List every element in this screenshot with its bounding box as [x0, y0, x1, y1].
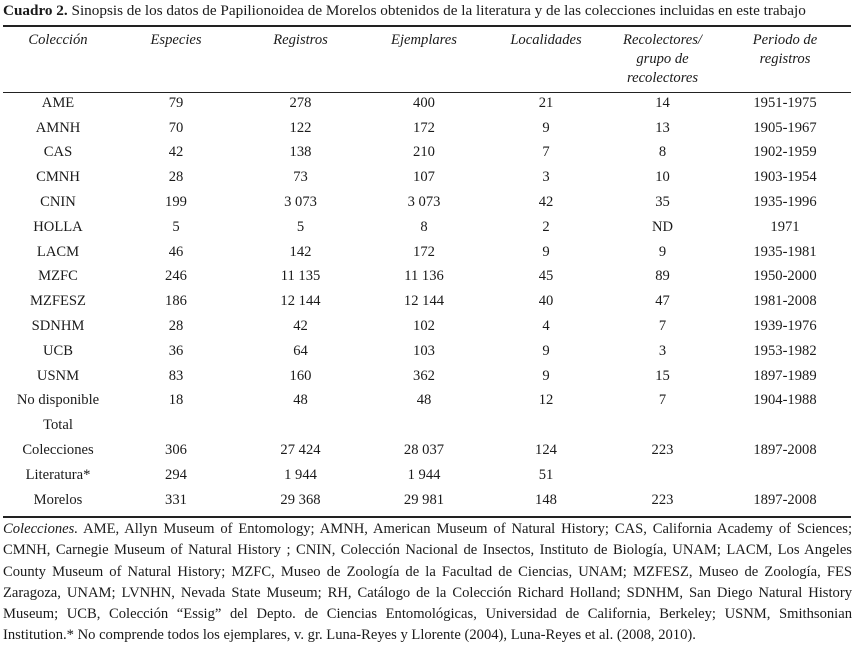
- cell-localidades: 7: [542, 144, 550, 161]
- cell-registros: 12 144: [280, 293, 321, 310]
- header-line: Registros: [273, 32, 328, 48]
- table-row: [3, 413, 851, 438]
- cell-periodo: 1905-1967: [753, 119, 817, 136]
- cell-especies: 28: [168, 169, 184, 186]
- cell-coleccion: HOLLA: [33, 218, 83, 235]
- cell-coleccion: LACM: [36, 243, 80, 260]
- cell-ejemplares: 362: [413, 367, 435, 384]
- table-row: [3, 91, 851, 116]
- cell-registros: 138: [289, 144, 312, 161]
- cell-registros: 5: [296, 218, 305, 235]
- header-line: Ejemplares: [391, 32, 457, 48]
- cell-coleccion: USNM: [36, 367, 80, 384]
- cell-localidades: 9: [542, 367, 550, 384]
- cell-ejemplares: 172: [413, 119, 435, 136]
- cell-periodo: 1981-2008: [753, 293, 817, 310]
- header-line: Colección: [28, 32, 88, 48]
- cell-periodo: 1897-2008: [753, 491, 817, 508]
- cell-especies: 42: [168, 144, 184, 161]
- cell-registros: 42: [293, 318, 308, 335]
- cell-registros: [239, 413, 362, 438]
- table-footnote: [3, 519, 852, 647]
- cell-especies: 306: [165, 442, 187, 459]
- table-bottom-rule: [3, 516, 851, 518]
- cell-localidades: 21: [538, 94, 554, 111]
- cell-especies: 246: [165, 268, 187, 285]
- cell-periodo: 1953-1982: [753, 342, 817, 359]
- header-line: Especies: [150, 32, 202, 48]
- cell-registros: 64: [293, 342, 308, 359]
- cell-coleccion: CNIN: [40, 194, 76, 211]
- cell-recolectores: 223: [651, 491, 674, 508]
- cell-registros: 278: [289, 94, 312, 111]
- table-row: [3, 314, 851, 339]
- data-table: [3, 91, 851, 513]
- table-top-rule: [3, 25, 851, 27]
- cell-localidades: [486, 413, 606, 438]
- cell-especies: 18: [168, 392, 184, 409]
- header-ejemplares: [362, 31, 486, 50]
- cell-localidades: 45: [538, 268, 554, 285]
- table-caption-text: Sinopsis de los datos de Papilionoidea de Morelos obtenidos de la literatura y de las colecciones incluidas en este trabajo: [67, 2, 806, 19]
- cell-coleccion: AME: [41, 94, 75, 111]
- header-line: Recolectores/: [623, 32, 702, 48]
- cell-especies: 199: [165, 194, 187, 211]
- table-row: [3, 463, 851, 488]
- cell-ejemplares: 102: [413, 318, 435, 335]
- cell-registros: 73: [293, 169, 308, 186]
- cell-localidades: 42: [538, 194, 554, 211]
- cell-ejemplares: 28 037: [403, 442, 445, 459]
- cell-especies: [113, 413, 239, 438]
- cell-periodo: [719, 413, 851, 438]
- cell-coleccion: CMNH: [36, 169, 80, 186]
- table-body: [3, 91, 851, 513]
- cell-ejemplares: 107: [413, 169, 435, 186]
- cell-recolectores: [606, 463, 719, 488]
- cell-registros: 160: [289, 367, 312, 384]
- cell-localidades: 148: [535, 491, 557, 508]
- table-row: [3, 165, 851, 190]
- cell-registros: 122: [289, 119, 312, 136]
- table-caption: [3, 2, 806, 20]
- cell-registros: 3 073: [284, 194, 317, 211]
- table-row: [3, 438, 851, 463]
- cell-ejemplares: 1 944: [407, 466, 441, 483]
- cell-recolectores: 10: [655, 169, 670, 186]
- cell-localidades: 40: [538, 293, 554, 310]
- header-recolectores: [606, 31, 719, 88]
- cell-recolectores: 89: [655, 268, 670, 285]
- table-row: [3, 116, 851, 141]
- cell-ejemplares: 3 073: [407, 194, 441, 211]
- header-line: registros: [759, 51, 811, 67]
- cell-ejemplares: 12 144: [403, 293, 445, 310]
- table-row: [3, 265, 851, 290]
- cell-especies: 36: [168, 342, 184, 359]
- cell-registros: 27 424: [280, 442, 321, 459]
- cell-ejemplares: 11 136: [404, 268, 444, 285]
- cell-recolectores: 7: [658, 392, 667, 409]
- cell-recolectores: [606, 413, 719, 438]
- table-row: [3, 240, 851, 265]
- table-caption-label: Cuadro 2.: [3, 2, 68, 19]
- cell-recolectores: 13: [655, 119, 670, 136]
- cell-especies: 83: [168, 367, 184, 384]
- cell-localidades: 51: [538, 466, 554, 483]
- cell-coleccion: No disponible: [16, 392, 100, 409]
- cell-periodo: 1897-2008: [753, 442, 817, 459]
- header-localidades: [486, 31, 606, 50]
- header-registros: [239, 31, 362, 50]
- cell-ejemplares: 29 981: [403, 491, 445, 508]
- cell-coleccion: MZFESZ: [30, 293, 86, 310]
- header-line: Periodo de: [752, 32, 818, 48]
- header-coleccion: [3, 31, 113, 50]
- cell-recolectores: 15: [655, 367, 670, 384]
- cell-coleccion: CAS: [43, 144, 73, 161]
- cell-periodo: 1939-1976: [753, 318, 817, 335]
- cell-periodo: 1897-1989: [753, 367, 817, 384]
- cell-localidades: 9: [542, 243, 550, 260]
- header-line: recolectores: [626, 70, 699, 86]
- table-row: [3, 339, 851, 364]
- cell-especies: 186: [165, 293, 187, 310]
- cell-recolectores: 35: [655, 194, 670, 211]
- cell-registros: 1 944: [284, 466, 317, 483]
- cell-localidades: 4: [542, 318, 550, 335]
- table-row: [3, 215, 851, 240]
- cell-registros: 29 368: [280, 491, 321, 508]
- cell-recolectores: 8: [658, 144, 667, 161]
- cell-ejemplares: 400: [413, 94, 435, 111]
- table-row: [3, 488, 851, 513]
- cell-especies: 5: [172, 218, 180, 235]
- cell-coleccion: MZFC: [38, 268, 78, 285]
- cell-recolectores: ND: [651, 218, 674, 235]
- cell-ejemplares: 48: [416, 392, 432, 409]
- footnote-text: AME, Allyn Museum of Entomology; AMNH, American Museum of Natural History; CAS, California Academy of Sciences; CMNH, Carnegie Museum of Natural History ; CNIN, Colección Nacional de Insectos, Instituto de Biología, UNAM; LACM, Los Angeles County Museum of Natural History; MZFC, Museo de Zoología de la Facultad de Ciencias, UNAM; MZFESZ, Museo de Zoología, FES Zaragoza, UNAM; LVNHN, Nevada State Museum; RH, Catálogo de la Colección Richard Holland; SDNHM, San Diego Natural History Museum; UCB, Colección “Essig” del Depto. de Ciencias Entomológicas, Universidad de California, Berkeley; USNM, Smithsonian Institution.* No comprende todos los ejemplares, v. gr. Luna-Reyes y Llorente (2004), Luna-Reyes et al. (2008, 2010).: [3, 521, 852, 644]
- header-especies: [113, 31, 239, 50]
- header-periodo: [719, 31, 851, 69]
- cell-coleccion: Literatura*: [25, 466, 91, 483]
- cell-periodo: 1951-1975: [753, 94, 817, 111]
- cell-especies: 46: [168, 243, 184, 260]
- cell-ejemplares: [362, 413, 486, 438]
- cell-recolectores: 7: [658, 318, 667, 335]
- cell-periodo: [719, 463, 851, 488]
- footnote-lead: Colecciones.: [3, 521, 78, 537]
- cell-ejemplares: 8: [420, 218, 428, 235]
- cell-localidades: 9: [542, 342, 550, 359]
- cell-periodo: 1904-1988: [753, 392, 817, 409]
- cell-coleccion: Colecciones: [22, 442, 94, 459]
- cell-coleccion: SDNHM: [31, 318, 85, 335]
- cell-coleccion: Total: [43, 417, 73, 434]
- table-row: [3, 389, 851, 414]
- cell-especies: 79: [168, 94, 184, 111]
- cell-registros: 142: [289, 243, 312, 260]
- cell-registros: 48: [293, 392, 308, 409]
- cell-especies: 331: [165, 491, 187, 508]
- cell-ejemplares: 172: [413, 243, 435, 260]
- cell-especies: 28: [168, 318, 184, 335]
- cell-registros: 11 135: [280, 268, 321, 285]
- cell-coleccion: AMNH: [35, 119, 81, 136]
- cell-localidades: 12: [538, 392, 554, 409]
- cell-coleccion: UCB: [42, 342, 73, 359]
- cell-periodo: 1971: [770, 218, 800, 235]
- cell-recolectores: 14: [655, 94, 670, 111]
- cell-periodo: 1935-1981: [753, 243, 817, 260]
- cell-recolectores: 223: [651, 442, 674, 459]
- cell-periodo: 1903-1954: [753, 169, 817, 186]
- cell-especies: 70: [168, 119, 184, 136]
- cell-localidades: 3: [542, 169, 550, 186]
- table-row: [3, 364, 851, 389]
- cell-recolectores: 3: [658, 342, 667, 359]
- cell-coleccion: Morelos: [33, 491, 83, 508]
- cell-ejemplares: 103: [413, 342, 435, 359]
- cell-recolectores: 47: [655, 293, 670, 310]
- cell-recolectores: 9: [658, 243, 667, 260]
- header-line: Localidades: [510, 32, 582, 48]
- table-row: [3, 190, 851, 215]
- table-row: [3, 289, 851, 314]
- cell-periodo: 1902-1959: [753, 144, 817, 161]
- cell-especies: 294: [165, 466, 187, 483]
- cell-ejemplares: 210: [413, 144, 435, 161]
- cell-periodo: 1950-2000: [753, 268, 817, 285]
- cell-localidades: 9: [542, 119, 550, 136]
- table-row: [3, 141, 851, 166]
- cell-periodo: 1935-1996: [753, 194, 817, 211]
- header-line: grupo de: [636, 51, 689, 67]
- cell-localidades: 124: [535, 442, 557, 459]
- cell-localidades: 2: [542, 218, 550, 235]
